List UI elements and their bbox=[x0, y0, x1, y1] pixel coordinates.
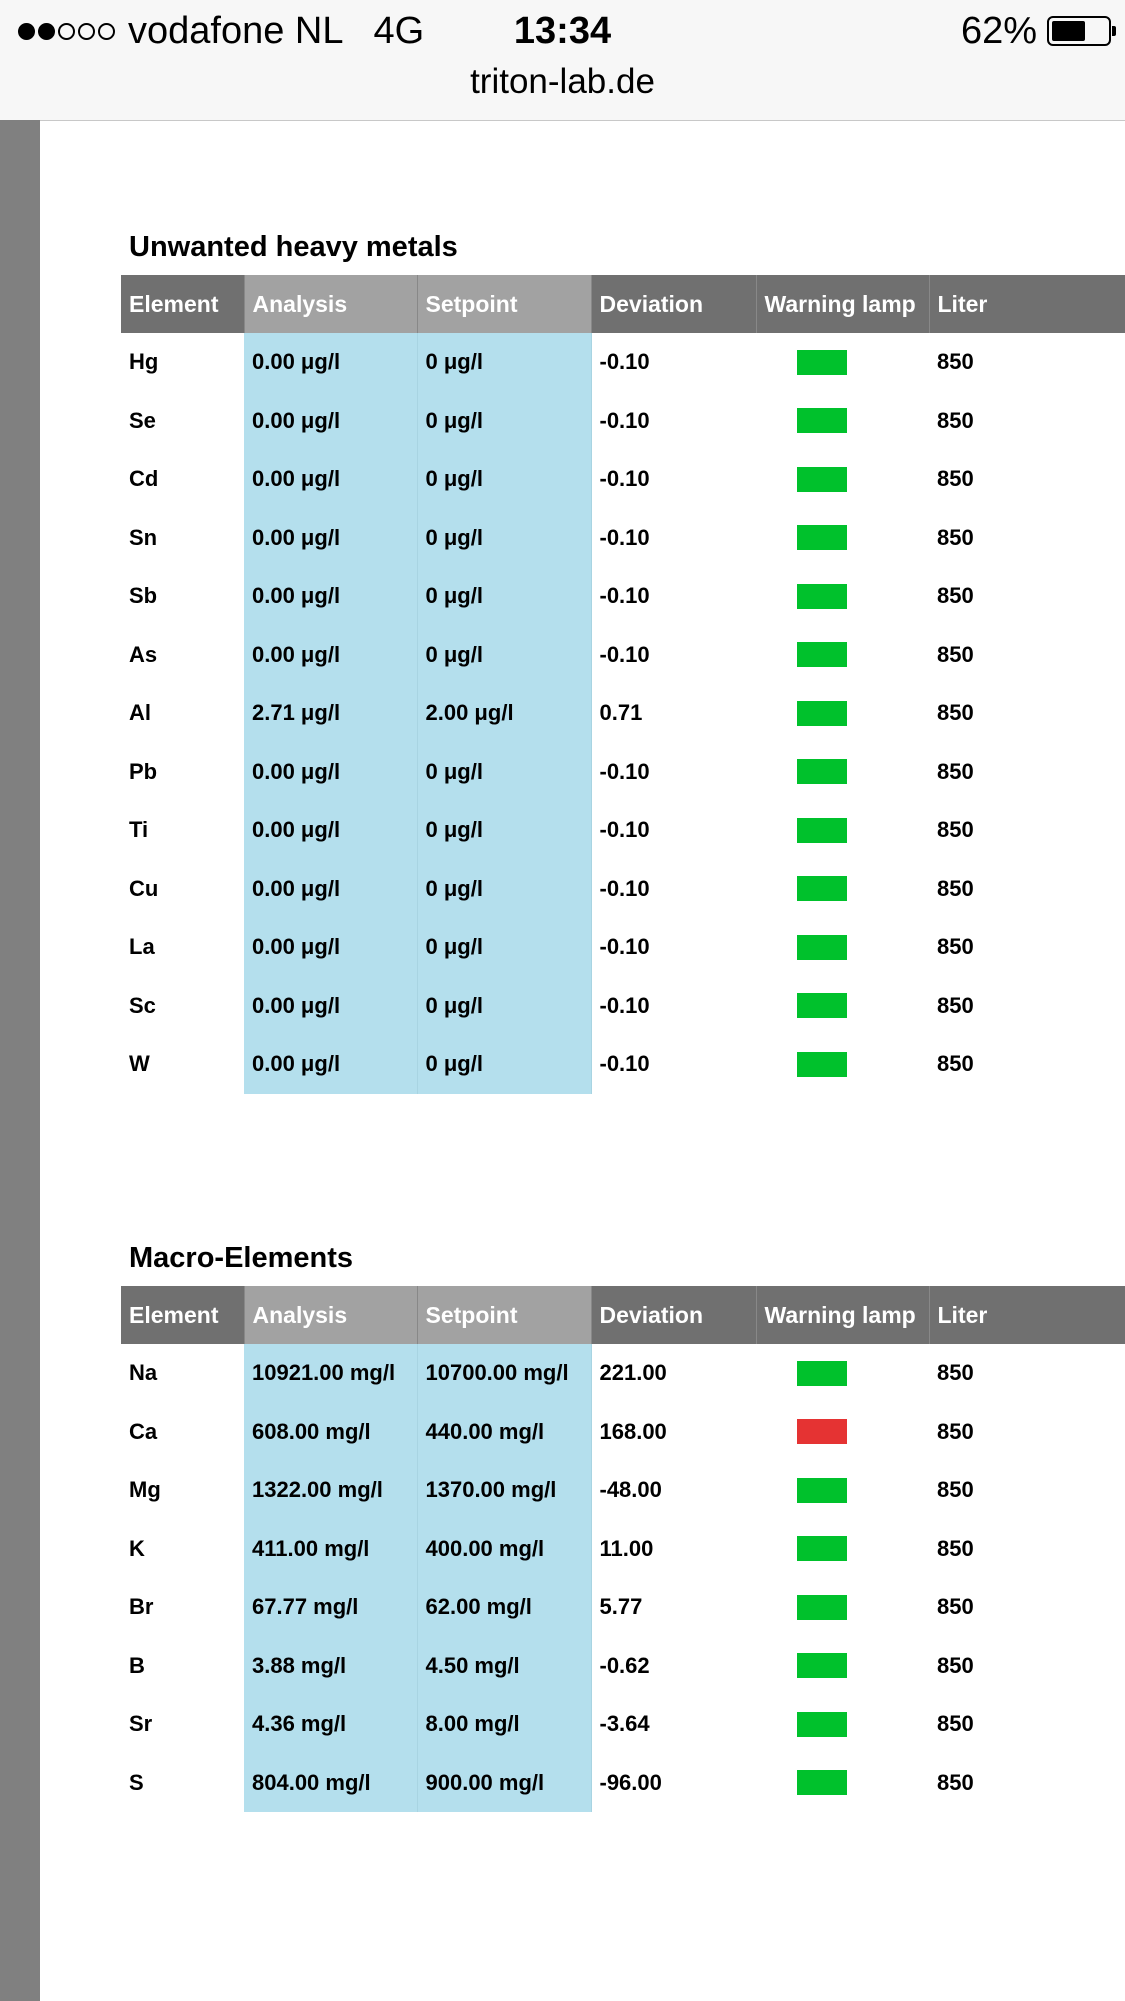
url-bar[interactable]: triton-lab.de bbox=[470, 62, 655, 101]
setpoint-cell: 0 μg/l bbox=[417, 918, 591, 977]
warning-lamp-cell bbox=[756, 801, 929, 860]
table-row bbox=[121, 1637, 1125, 1696]
liter-cell: 850 bbox=[937, 407, 974, 433]
setpoint-cell: 8.00 mg/l bbox=[417, 1695, 591, 1754]
liter-cell: 850 bbox=[937, 1535, 974, 1561]
battery-icon bbox=[1047, 16, 1111, 46]
liter-cell: 850 bbox=[937, 1477, 974, 1503]
warning-lamp-cell bbox=[756, 1754, 929, 1813]
header-liter: Liter bbox=[929, 275, 1125, 333]
analysis-cell: 411.00 mg/l bbox=[244, 1520, 417, 1579]
element-cell: B bbox=[129, 1652, 145, 1678]
deviation-cell: -0.10 bbox=[599, 934, 650, 960]
warning-lamp-cell bbox=[756, 743, 929, 802]
warning-lamp-cell bbox=[756, 392, 929, 451]
analysis-cell: 0.00 μg/l bbox=[244, 1035, 417, 1094]
element-cell: Pb bbox=[129, 758, 158, 784]
element-cell: Sb bbox=[129, 583, 158, 609]
deviation-cell: -0.10 bbox=[599, 1051, 650, 1077]
header-deviation: Deviation bbox=[591, 275, 756, 333]
warning-lamp-green bbox=[797, 1653, 847, 1678]
liter-cell: 850 bbox=[937, 349, 974, 375]
setpoint-cell: 0 μg/l bbox=[417, 977, 591, 1036]
analysis-cell: 0.00 μg/l bbox=[244, 977, 417, 1036]
table-row bbox=[121, 567, 1125, 626]
element-cell: Cu bbox=[129, 875, 159, 901]
warning-lamp-green bbox=[797, 759, 847, 784]
table-macro-elements bbox=[121, 1286, 1125, 1812]
warning-lamp-green bbox=[797, 642, 847, 667]
setpoint-cell: 400.00 mg/l bbox=[417, 1520, 591, 1579]
deviation-cell: -0.10 bbox=[599, 992, 650, 1018]
liter-cell: 850 bbox=[937, 1711, 974, 1737]
warning-lamp-cell bbox=[756, 1035, 929, 1094]
deviation-cell: -0.10 bbox=[599, 466, 650, 492]
table-row bbox=[121, 684, 1125, 743]
warning-lamp-green bbox=[797, 1361, 847, 1386]
warning-lamp-cell bbox=[756, 567, 929, 626]
status-bar-right bbox=[961, 6, 1111, 56]
element-cell: Hg bbox=[129, 349, 159, 375]
element-cell: La bbox=[129, 934, 155, 960]
table-row bbox=[121, 333, 1125, 392]
deviation-cell: 221.00 bbox=[599, 1360, 667, 1386]
warning-lamp-green bbox=[797, 1770, 847, 1795]
warning-lamp-cell bbox=[756, 450, 929, 509]
analysis-cell: 4.36 mg/l bbox=[244, 1695, 417, 1754]
liter-cell: 850 bbox=[937, 1594, 974, 1620]
table-row bbox=[121, 743, 1125, 802]
table-row bbox=[121, 1754, 1125, 1813]
network-type: 4G bbox=[373, 9, 425, 52]
warning-lamp-green bbox=[797, 1595, 847, 1620]
element-cell: Ti bbox=[129, 817, 149, 843]
setpoint-cell: 0 μg/l bbox=[417, 801, 591, 860]
table-row bbox=[121, 1695, 1125, 1754]
table-row bbox=[121, 626, 1125, 685]
warning-lamp-cell bbox=[756, 1344, 929, 1403]
warning-lamp-cell bbox=[756, 626, 929, 685]
liter-cell: 850 bbox=[937, 1769, 974, 1795]
table-row bbox=[121, 450, 1125, 509]
battery-fill bbox=[1052, 21, 1085, 41]
element-cell: W bbox=[129, 1051, 150, 1077]
table-header-row bbox=[121, 1286, 1125, 1344]
warning-lamp-red bbox=[797, 1419, 847, 1444]
element-cell: Sn bbox=[129, 524, 158, 550]
header-warning-lamp: Warning lamp bbox=[756, 1286, 929, 1344]
header-deviation: Deviation bbox=[591, 1286, 756, 1344]
warning-lamp-cell bbox=[756, 918, 929, 977]
deviation-cell: -0.10 bbox=[599, 758, 650, 784]
table-heavy-metals bbox=[121, 275, 1125, 1094]
setpoint-cell: 62.00 mg/l bbox=[417, 1578, 591, 1637]
warning-lamp-green bbox=[797, 584, 847, 609]
table-row bbox=[121, 801, 1125, 860]
setpoint-cell: 440.00 mg/l bbox=[417, 1403, 591, 1462]
liter-cell: 850 bbox=[937, 1360, 974, 1386]
table-row bbox=[121, 1344, 1125, 1403]
liter-cell: 850 bbox=[937, 875, 974, 901]
element-cell: S bbox=[129, 1769, 144, 1795]
element-cell: Al bbox=[129, 700, 151, 726]
element-cell: Br bbox=[129, 1594, 154, 1620]
warning-lamp-cell bbox=[756, 1520, 929, 1579]
section-title-heavy-metals: Unwanted heavy metals bbox=[129, 231, 458, 263]
table-row bbox=[121, 1403, 1125, 1462]
header-analysis: Analysis bbox=[244, 1286, 417, 1344]
header-setpoint: Setpoint bbox=[417, 275, 591, 333]
deviation-cell: -0.10 bbox=[599, 349, 650, 375]
carrier-name: vodafone NL bbox=[128, 9, 344, 52]
warning-lamp-cell bbox=[756, 333, 929, 392]
analysis-cell: 0.00 μg/l bbox=[244, 626, 417, 685]
warning-lamp-cell bbox=[756, 977, 929, 1036]
setpoint-cell: 0 μg/l bbox=[417, 333, 591, 392]
liter-cell: 850 bbox=[937, 700, 974, 726]
warning-lamp-green bbox=[797, 1478, 847, 1503]
header-analysis: Analysis bbox=[244, 275, 417, 333]
element-cell: Cd bbox=[129, 466, 159, 492]
setpoint-cell: 0 μg/l bbox=[417, 1035, 591, 1094]
warning-lamp-green bbox=[797, 876, 847, 901]
setpoint-cell: 2.00 μg/l bbox=[417, 684, 591, 743]
analysis-cell: 3.88 mg/l bbox=[244, 1637, 417, 1696]
element-cell: As bbox=[129, 641, 158, 667]
element-cell: K bbox=[129, 1535, 145, 1561]
header-warning-lamp: Warning lamp bbox=[756, 275, 929, 333]
analysis-cell: 0.00 μg/l bbox=[244, 860, 417, 919]
element-cell: Ca bbox=[129, 1418, 158, 1444]
deviation-cell: -0.10 bbox=[599, 583, 650, 609]
warning-lamp-green bbox=[797, 818, 847, 843]
warning-lamp-green bbox=[797, 408, 847, 433]
header-liter: Liter bbox=[929, 1286, 1125, 1344]
setpoint-cell: 0 μg/l bbox=[417, 860, 591, 919]
liter-cell: 850 bbox=[937, 758, 974, 784]
analysis-cell: 608.00 mg/l bbox=[244, 1403, 417, 1462]
table-row bbox=[121, 1461, 1125, 1520]
table-row bbox=[121, 1035, 1125, 1094]
setpoint-cell: 0 μg/l bbox=[417, 567, 591, 626]
analysis-cell: 0.00 μg/l bbox=[244, 333, 417, 392]
liter-cell: 850 bbox=[937, 583, 974, 609]
analysis-cell: 1322.00 mg/l bbox=[244, 1461, 417, 1520]
deviation-cell: -0.10 bbox=[599, 641, 650, 667]
liter-cell: 850 bbox=[937, 466, 974, 492]
table-row bbox=[121, 509, 1125, 568]
table-row bbox=[121, 392, 1125, 451]
table-row bbox=[121, 918, 1125, 977]
section-title-macro-elements: Macro-Elements bbox=[129, 1242, 354, 1274]
left-scroll-strip bbox=[0, 120, 40, 2001]
setpoint-cell: 10700.00 mg/l bbox=[417, 1344, 591, 1403]
setpoint-cell: 0 μg/l bbox=[417, 392, 591, 451]
analysis-cell: 10921.00 mg/l bbox=[244, 1344, 417, 1403]
warning-lamp-cell bbox=[756, 1695, 929, 1754]
element-cell: Na bbox=[129, 1360, 158, 1386]
setpoint-cell: 0 μg/l bbox=[417, 626, 591, 685]
table-row bbox=[121, 977, 1125, 1036]
deviation-cell: -96.00 bbox=[599, 1769, 662, 1795]
deviation-cell: -0.10 bbox=[599, 875, 650, 901]
battery-percent: 62% bbox=[960, 9, 1037, 52]
analysis-cell: 0.00 μg/l bbox=[244, 743, 417, 802]
warning-lamp-green bbox=[797, 1712, 847, 1737]
warning-lamp-green bbox=[797, 467, 847, 492]
warning-lamp-cell bbox=[756, 1403, 929, 1462]
analysis-cell: 2.71 μg/l bbox=[244, 684, 417, 743]
analysis-cell: 0.00 μg/l bbox=[244, 801, 417, 860]
liter-cell: 850 bbox=[937, 992, 974, 1018]
warning-lamp-cell bbox=[756, 509, 929, 568]
deviation-cell: -0.62 bbox=[599, 1652, 650, 1678]
liter-cell: 850 bbox=[937, 1051, 974, 1077]
table-row bbox=[121, 1578, 1125, 1637]
warning-lamp-green bbox=[797, 350, 847, 375]
element-cell: Sc bbox=[129, 992, 156, 1018]
deviation-cell: -48.00 bbox=[599, 1477, 662, 1503]
analysis-cell: 0.00 μg/l bbox=[244, 567, 417, 626]
setpoint-cell: 0 μg/l bbox=[417, 743, 591, 802]
liter-cell: 850 bbox=[937, 641, 974, 667]
analysis-cell: 67.77 mg/l bbox=[244, 1578, 417, 1637]
deviation-cell: -0.10 bbox=[599, 407, 650, 433]
setpoint-cell: 0 μg/l bbox=[417, 509, 591, 568]
liter-cell: 850 bbox=[937, 934, 974, 960]
analysis-cell: 804.00 mg/l bbox=[244, 1754, 417, 1813]
status-bar bbox=[0, 0, 1125, 121]
analysis-cell: 0.00 μg/l bbox=[244, 918, 417, 977]
warning-lamp-cell bbox=[756, 860, 929, 919]
deviation-cell: 168.00 bbox=[599, 1418, 667, 1444]
deviation-cell: -3.64 bbox=[599, 1711, 650, 1737]
warning-lamp-cell bbox=[756, 1461, 929, 1520]
liter-cell: 850 bbox=[937, 1418, 974, 1444]
warning-lamp-cell bbox=[756, 684, 929, 743]
warning-lamp-cell bbox=[756, 1637, 929, 1696]
warning-lamp-green bbox=[797, 701, 847, 726]
element-cell: Se bbox=[129, 407, 156, 433]
deviation-cell: -0.10 bbox=[599, 817, 650, 843]
warning-lamp-green bbox=[797, 935, 847, 960]
deviation-cell: 11.00 bbox=[599, 1535, 654, 1561]
deviation-cell: 0.71 bbox=[599, 700, 643, 726]
liter-cell: 850 bbox=[937, 817, 974, 843]
setpoint-cell: 900.00 mg/l bbox=[417, 1754, 591, 1813]
setpoint-cell: 4.50 mg/l bbox=[417, 1637, 591, 1696]
analysis-cell: 0.00 μg/l bbox=[244, 392, 417, 451]
setpoint-cell: 1370.00 mg/l bbox=[417, 1461, 591, 1520]
liter-cell: 850 bbox=[937, 524, 974, 550]
header-element: Element bbox=[121, 275, 244, 333]
setpoint-cell: 0 μg/l bbox=[417, 450, 591, 509]
table-header-row bbox=[121, 275, 1125, 333]
element-cell: Sr bbox=[129, 1711, 153, 1737]
analysis-cell: 0.00 μg/l bbox=[244, 509, 417, 568]
analysis-cell: 0.00 μg/l bbox=[244, 450, 417, 509]
header-setpoint: Setpoint bbox=[417, 1286, 591, 1344]
liter-cell: 850 bbox=[937, 1652, 974, 1678]
table-row bbox=[121, 860, 1125, 919]
warning-lamp-green bbox=[797, 993, 847, 1018]
element-cell: Mg bbox=[129, 1477, 161, 1503]
warning-lamp-green bbox=[797, 1052, 847, 1077]
deviation-cell: 5.77 bbox=[599, 1594, 643, 1620]
table-row bbox=[121, 1520, 1125, 1579]
warning-lamp-cell bbox=[756, 1578, 929, 1637]
header-element: Element bbox=[121, 1286, 244, 1344]
deviation-cell: -0.10 bbox=[599, 524, 650, 550]
warning-lamp-green bbox=[797, 525, 847, 550]
status-bar-time: 13:34 bbox=[513, 10, 612, 52]
warning-lamp-green bbox=[797, 1536, 847, 1561]
